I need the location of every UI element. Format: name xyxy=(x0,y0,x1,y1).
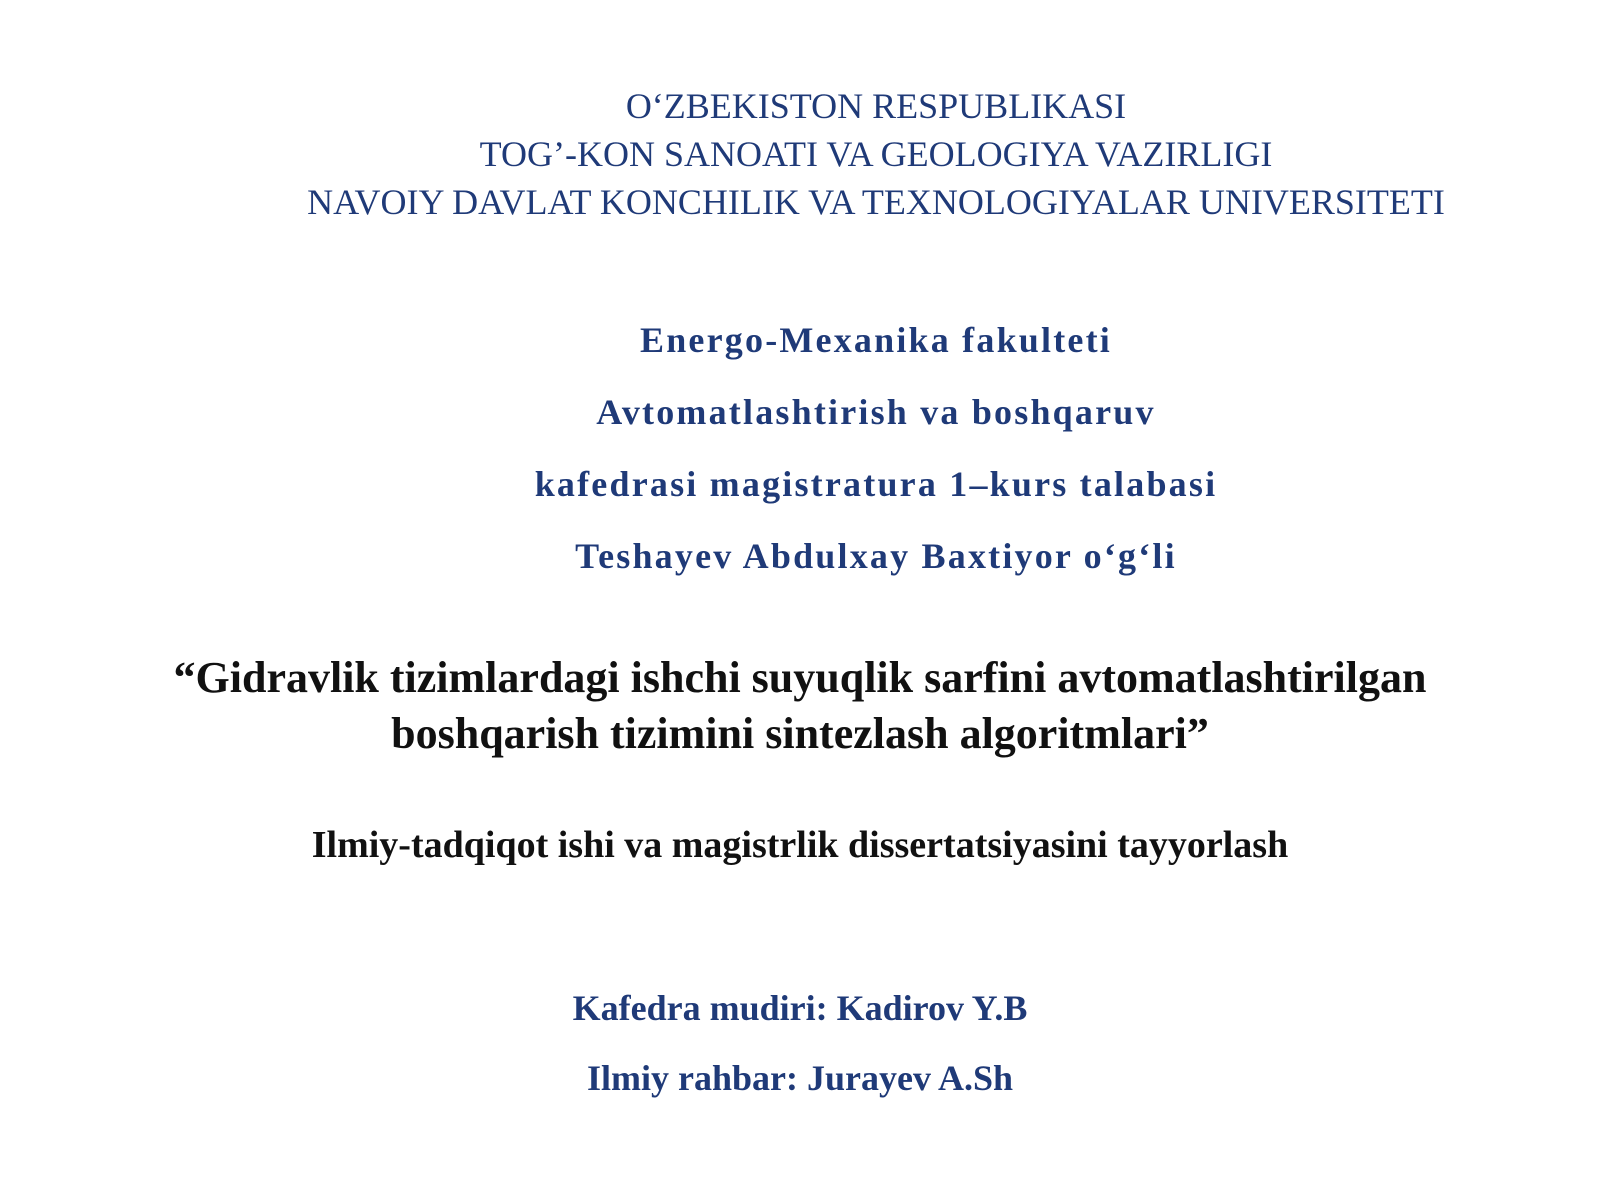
thesis-title-line-2: boshqarish tizimini sintezlash algoritmlari” xyxy=(391,709,1209,758)
ministry-name-line: TOG’-KON SANOATI VA GEOLOGIYA VAZIRLIGI xyxy=(479,134,1273,174)
thesis-subtitle: Ilmiy-tadqiqot ishi va magistrlik dissertatsiyasini tayyorlash xyxy=(311,824,1289,866)
faculty-name: Energo-Mexanika fakulteti xyxy=(640,320,1112,360)
head-of-department: Kafedra mudiri: Kadirov Y.B xyxy=(572,988,1028,1028)
department-name: Avtomatlashtirish va boshqaruv xyxy=(596,392,1156,432)
student-name: Teshayev Abdulxay Baxtiyor o‘g‘li xyxy=(575,536,1177,576)
university-name-line: NAVOIY DAVLAT KONCHILIK VA TEXNOLOGIYALAR UNIVERSITETI xyxy=(307,182,1445,222)
thesis-title-line-1: “Gidravlik tizimlardagi ishchi suyuqlik sarfini avtomatlashtirilgan xyxy=(173,653,1427,702)
ministry-country-line: O‘ZBEKISTON RESPUBLIKASI xyxy=(625,86,1127,126)
student-status: kafedrasi magistratura 1–kurs talabasi xyxy=(534,464,1218,504)
scientific-advisor: Ilmiy rahbar: Jurayev A.Sh xyxy=(586,1058,1014,1098)
